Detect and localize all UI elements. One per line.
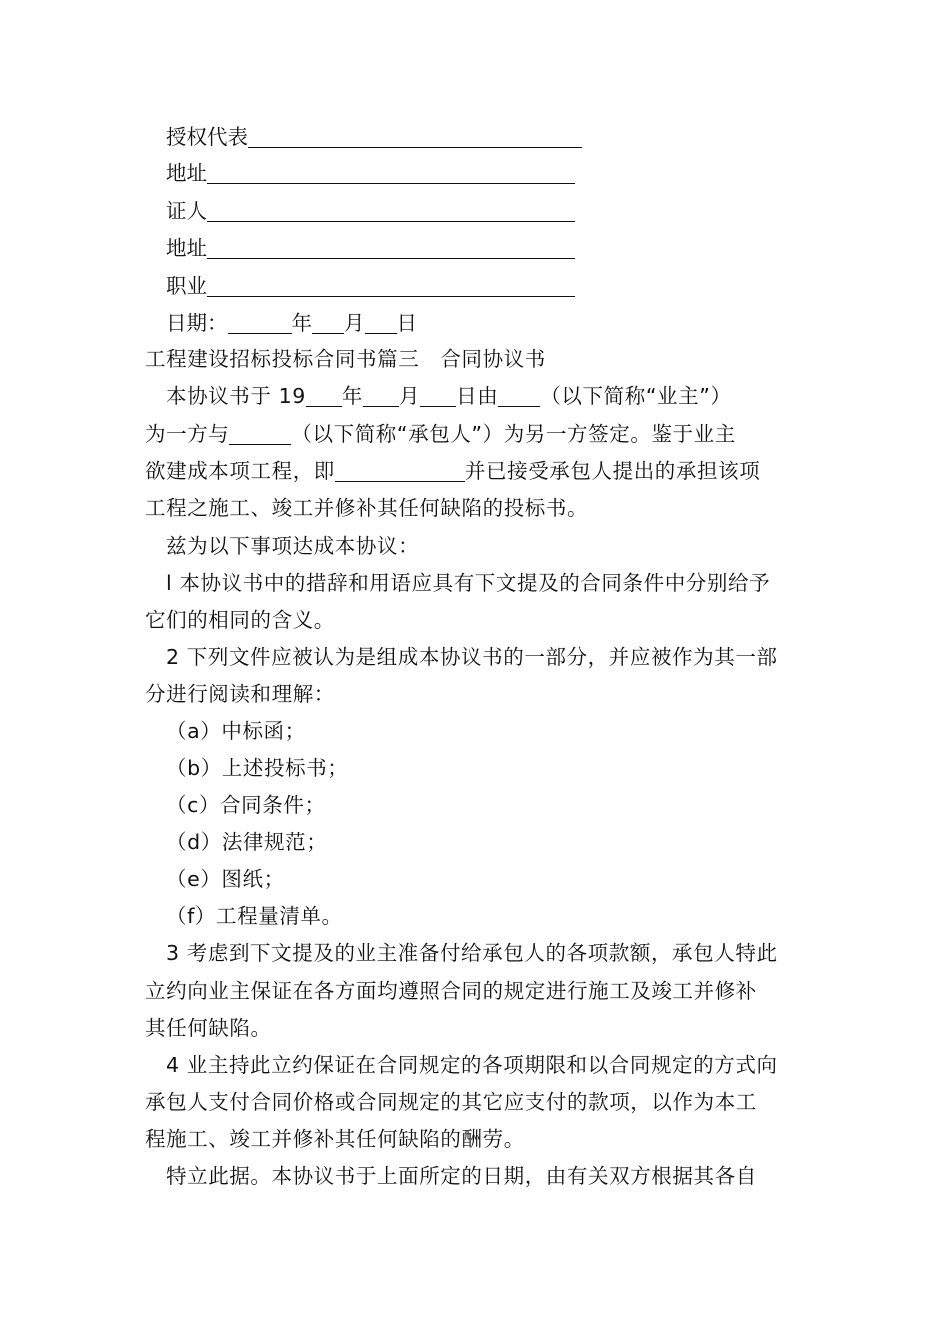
text: 月	[399, 384, 421, 408]
para1-line3	[145, 461, 760, 482]
text: （以下简称“业主”）	[540, 384, 732, 408]
field-blank	[207, 240, 575, 259]
doc-list-item: （d）法律规范；	[166, 830, 328, 854]
date-line	[166, 313, 417, 334]
date-prefix: 日期：	[166, 311, 228, 335]
blank	[229, 426, 291, 445]
item1-line2: 它们的相同的含义。	[145, 608, 335, 632]
para1-line2	[145, 424, 736, 445]
field-label: 地址	[166, 161, 207, 185]
day-blank	[365, 315, 397, 334]
item4-line3: 程施工、竣工并修补其任何缺陷的酬劳。	[145, 1127, 525, 1151]
month-blank	[312, 315, 344, 334]
doc-list-item: （e）图纸；	[166, 867, 285, 891]
signature-field-address-1	[166, 163, 575, 184]
year-label: 年	[291, 311, 312, 335]
para1-line1	[166, 386, 732, 407]
month-label: 月	[344, 311, 365, 335]
field-label: 地址	[166, 236, 207, 260]
field-label: 授权代表	[166, 125, 248, 149]
year-blank	[228, 315, 292, 334]
text: 本协议书于 19	[166, 384, 306, 408]
blank	[498, 388, 540, 407]
doc-list-item: （c）合同条件；	[166, 793, 326, 817]
signature-field-occupation	[166, 276, 575, 297]
day-label: 日	[396, 311, 417, 335]
blank	[420, 388, 456, 407]
item3-line2: 立约向业主保证在各方面均遵照合同的规定进行施工及竣工并修补	[145, 979, 757, 1003]
blank	[363, 388, 399, 407]
signature-field-witness	[166, 201, 575, 222]
field-blank	[207, 165, 575, 184]
text: 年	[341, 384, 364, 408]
item2-line1: 2 下列文件应被认为是组成本协议书的一部分，并应被作为其一部	[166, 645, 778, 669]
signature-field-authorized-rep	[166, 127, 582, 148]
text: （以下简称“承包人”）为另一方签定。鉴于业主	[291, 422, 736, 446]
field-blank	[207, 203, 575, 222]
item4-line2: 承包人支付合同价格或合同规定的其它应支付的款项，以作为本工	[145, 1090, 757, 1114]
doc-list-item: （f）工程量清单。	[166, 904, 343, 928]
text: 并已接受承包人提出的承担该项	[464, 459, 761, 483]
closing-line: 特立此据。本协议书于上面所定的日期，由有关双方根据其各自	[166, 1164, 757, 1188]
item1-line1: l 本协议书中的措辞和用语应具有下文提及的合同条件中分别给予	[166, 571, 771, 595]
item4-line1: 4 业主持此立约保证在合同规定的各项期限和以合同规定的方式向	[166, 1053, 778, 1077]
doc-list-item: （a）中标函；	[166, 719, 306, 743]
item3-line1: 3 考虑到下文提及的业主准备付给承包人的各项款额，承包人特此	[166, 941, 778, 965]
item2-line2: 分进行阅读和理解：	[145, 682, 335, 706]
text: 日由	[456, 384, 499, 408]
item3-line3: 其任何缺陷。	[145, 1016, 272, 1040]
field-label: 职业	[166, 274, 207, 298]
doc-list-item: （b）上述投标书；	[166, 756, 349, 780]
field-blank	[207, 278, 575, 297]
signature-field-address-2	[166, 238, 575, 259]
field-blank	[248, 129, 582, 148]
blank	[335, 463, 465, 482]
para1-line4: 工程之施工、竣工并修补其任何缺陷的投标书。	[145, 496, 589, 520]
field-label: 证人	[166, 199, 207, 223]
section-title: 工程建设招标投标合同书篇三 合同协议书	[145, 347, 546, 371]
text: 为一方与	[145, 422, 230, 446]
blank	[306, 388, 342, 407]
text: 欲建成本项工程，即	[145, 459, 335, 483]
para2: 兹为以下事项达成本协议：	[166, 534, 420, 558]
